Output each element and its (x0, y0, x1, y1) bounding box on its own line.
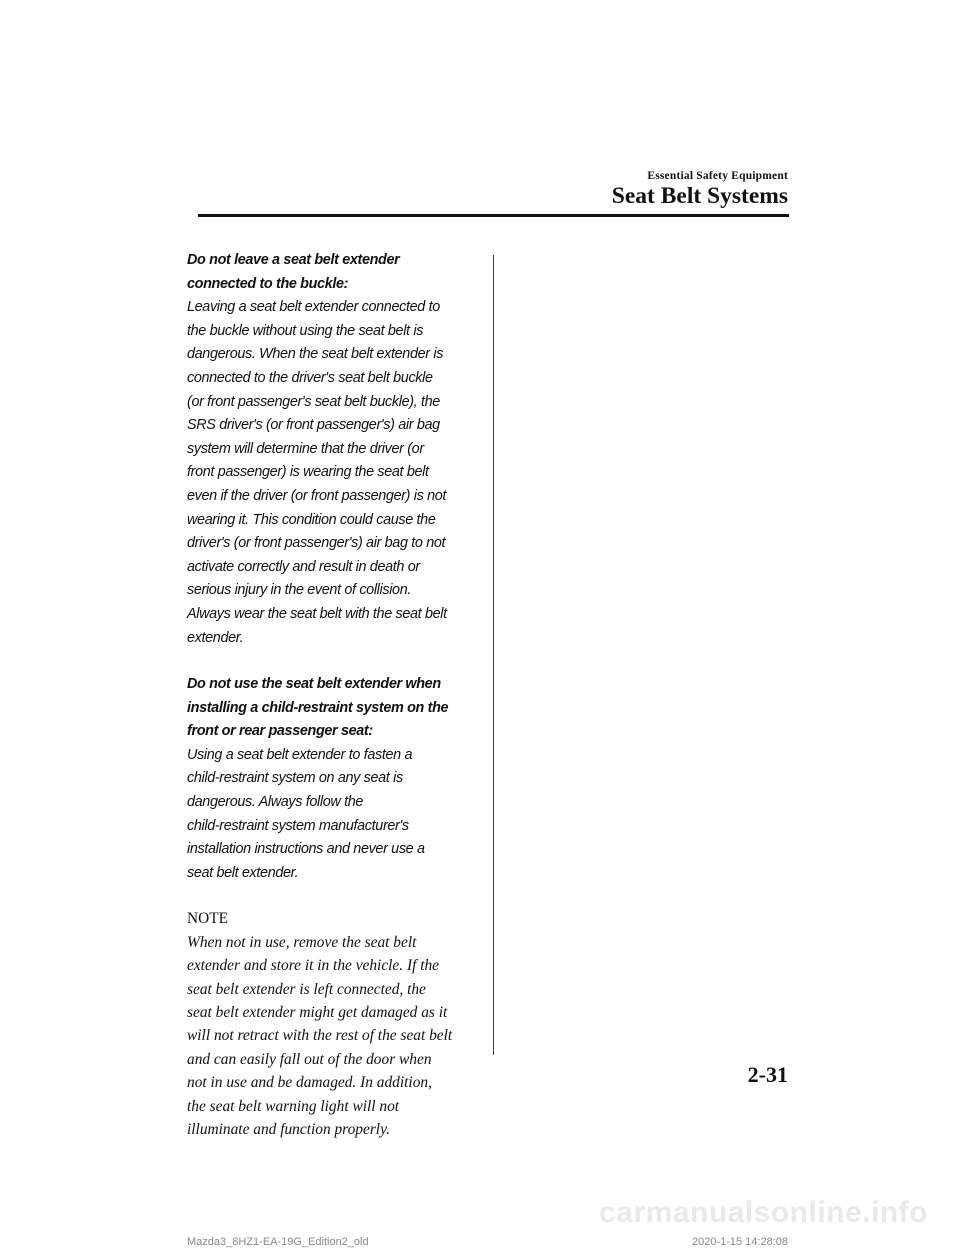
warning-body (187, 744, 487, 886)
warning-body-line: front passenger) is wearing the seat belt (187, 464, 429, 481)
note-body-line: seat belt extender is left connected, the (187, 980, 426, 998)
warning-body-line: extender. (187, 629, 244, 646)
warning-body-line: dangerous. Always follow the (187, 794, 364, 811)
warning-title-line: connected to the buckle: (187, 275, 349, 292)
warning-extender-buckle (187, 249, 487, 650)
warning-body (187, 296, 487, 650)
warning-body-line: even if the driver (or front passenger) is not (187, 487, 447, 504)
warning-child-restraint (187, 673, 487, 885)
warning-body-line: serious injury in the event of collision. (187, 582, 412, 599)
note-body-line: the seat belt warning light will not (187, 1097, 400, 1115)
column-divider (493, 255, 494, 1055)
note-block (187, 907, 487, 1141)
note-body-line: will not retract with the rest of the seat belt (187, 1027, 453, 1045)
warning-body-line: Always wear the seat belt with the seat belt (187, 605, 447, 622)
main-column (187, 249, 487, 1142)
warning-title-line: front or rear passenger seat: (187, 723, 373, 740)
watermark: carmanualsonline.info (599, 1196, 928, 1229)
section-heading: Essential Safety Equipment (647, 170, 788, 182)
warning-body-line: the buckle without using the seat belt is (187, 322, 424, 339)
warning-body-line: SRS driver's (or front passenger's) air bag (187, 417, 440, 434)
header-divider (198, 214, 789, 217)
note-body-line: illuminate and function properly. (187, 1121, 390, 1139)
page-number: 2-31 (747, 1062, 788, 1087)
note-body-line: seat belt extender might get damaged as it (187, 1004, 448, 1022)
note-body-line: extender and store it in the vehicle. If the (187, 957, 440, 975)
note-body-line: not in use and be damaged. In addition, (187, 1074, 432, 1092)
warning-body-line: child-restraint system on any seat is (187, 770, 403, 787)
warning-body-line: Leaving a seat belt extender connected to (187, 299, 440, 316)
page-title: Seat Belt Systems (611, 183, 788, 209)
warning-body-line: (or front passenger's seat belt buckle), the (187, 393, 440, 410)
warning-body-line: installation instructions and never use a (187, 841, 425, 858)
warning-body-line: system will determine that the driver (or (187, 440, 424, 457)
warning-body-line: wearing it. This condition could cause the (187, 511, 436, 528)
note-body-line: When not in use, remove the seat belt (187, 933, 417, 951)
warning-title-line: installing a child-restraint system on the (187, 699, 449, 716)
warning-title-line: Do not leave a seat belt extender (187, 252, 400, 268)
warning-body-line: seat belt extender. (187, 864, 299, 881)
warning-title (187, 673, 487, 744)
warning-title-line: Do not use the seat belt extender when (187, 676, 441, 693)
warning-title (187, 249, 487, 296)
warning-body-line: driver's (or front passenger's) air bag to not (187, 535, 446, 552)
note-label: NOTE (187, 910, 229, 928)
warning-body-line: activate correctly and result in death or (187, 558, 420, 575)
footer-timestamp: 2020-1-15 14:28:08 (691, 1236, 788, 1248)
note-body-line: and can easily fall out of the door when (187, 1050, 432, 1068)
warning-body-line: connected to the driver's seat belt buckle (187, 369, 433, 386)
footer-file-name: Mazda3_8HZ1-EA-19G_Edition2_old (187, 1236, 369, 1248)
warning-body-line: child-restraint system manufacturer's (187, 817, 409, 834)
warning-body-line: dangerous. When the seat belt extender is (187, 346, 444, 363)
warning-body-line: Using a seat belt extender to fasten a (187, 746, 413, 763)
note-body (187, 931, 487, 1142)
